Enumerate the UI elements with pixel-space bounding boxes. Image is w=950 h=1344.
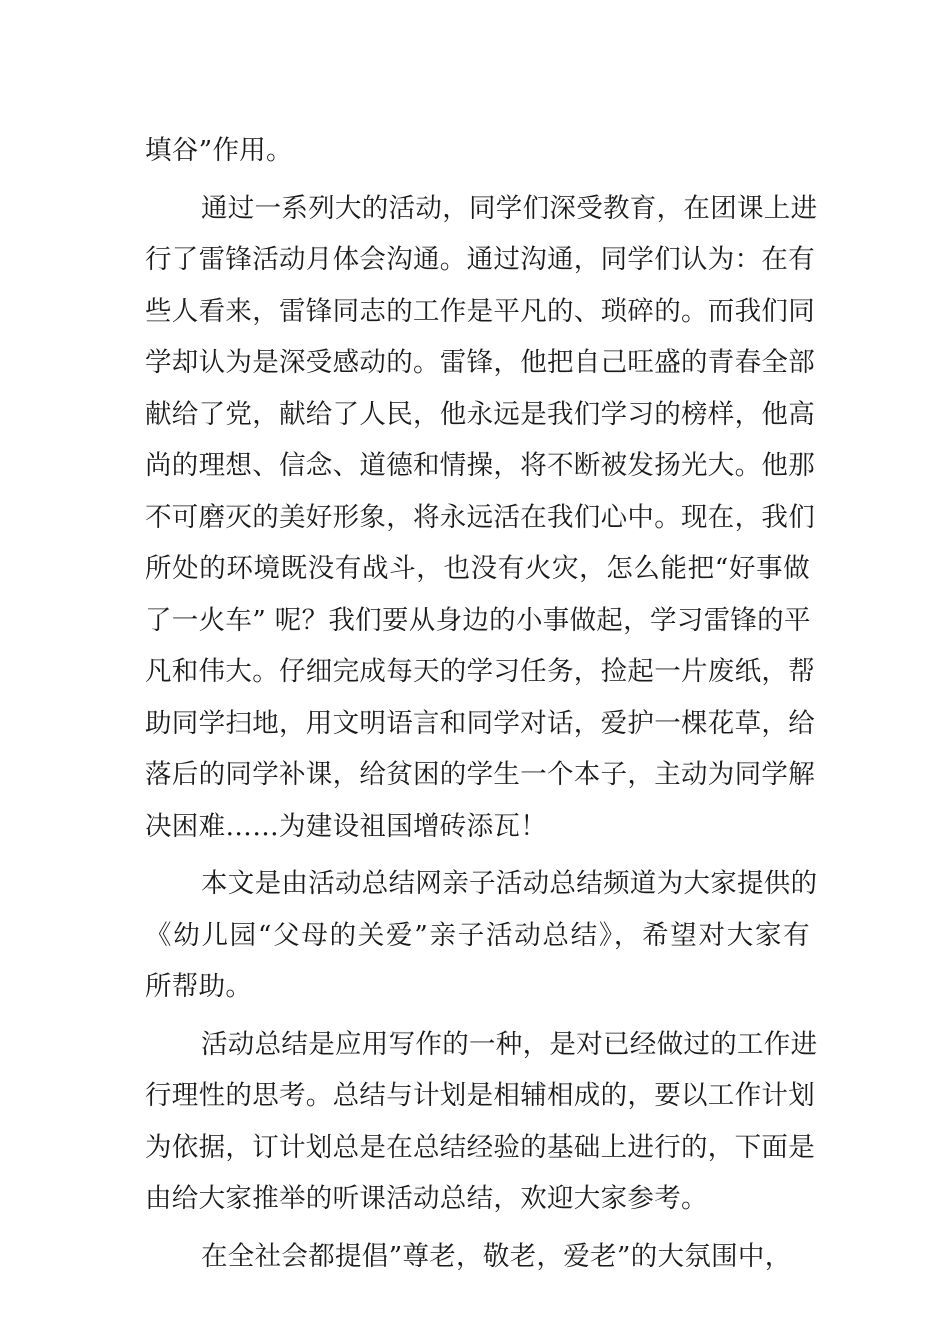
paragraph-2-line-10: 凡和伟大。仔细完成每天的学习任务，捡起一片废纸，帮 [145,656,815,687]
paragraph-2-line-11: 助同学扫地，用文明语言和同学对话，爱护一棵花草，给 [145,707,815,739]
paragraph-2-line-2: 行了雷锋活动月体会沟通。通过沟通，同学们认为：在有 [145,244,815,275]
paragraph-2-line-5: 献给了党，献给了人民，他永远是我们学习的榜样，他高 [145,398,815,430]
paragraph-3-line-3: 所帮助。 [145,971,253,1002]
document-body [145,125,818,1282]
paragraph-1-line-1: 填谷”作用。 [145,135,293,166]
paragraph-2-line-3: 些人看来，雷锋同志的工作是平凡的、琐碎的。而我们同 [145,295,815,327]
paragraph-2-line-8: 所处的环境既没有战斗，也没有火灾，怎么能把“好事做 [145,553,810,584]
paragraph-4-line-2: 行理性的思考。总结与计划是相辅相成的，要以工作计划 [145,1080,815,1111]
paragraph-3-line-1: 本文是由活动总结网亲子活动总结频道为大家提供的 [201,868,818,899]
paragraph-5-line-1: 在全社会都提倡”尊老，敬老，爱老”的大氛围中， [201,1240,792,1272]
paragraph-3-line-2: 《幼儿园“父母的关爱”亲子活动总结》，希望对大家有 [145,919,810,951]
paragraph-2-line-6: 尚的理想、信念、道德和情操，将不断被发扬光大。他那 [145,450,815,481]
paragraph-2-line-7: 不可磨灭的美好形象，将永远活在我们心中。现在，我们 [145,501,815,533]
paragraph-2-line-13: 决困难……为建设祖国增砖添瓦！ [145,810,547,842]
paragraph-2-line-12: 落后的同学补课，给贫困的学生一个本子，主动为同学解 [145,759,815,790]
paragraph-4-line-3: 为依据，订计划总是在总结经验的基础上进行的，下面是 [145,1131,815,1163]
paragraph-2-line-1: 通过一系列大的活动，同学们深受教育，在团课上进 [201,192,818,224]
paragraph-4-line-1: 活动总结是应用写作的一种，是对已经做过的工作进 [201,1028,818,1060]
paragraph-2-line-9: 了一火车” 呢？我们要从身边的小事做起，学习雷锋的平 [145,604,811,636]
paragraph-2-line-4: 学却认为是深受感动的。雷锋，他把自己旺盛的青春全部 [145,347,815,378]
paragraph-4-line-4: 由给大家推举的听课活动总结，欢迎大家参考。 [145,1183,708,1214]
